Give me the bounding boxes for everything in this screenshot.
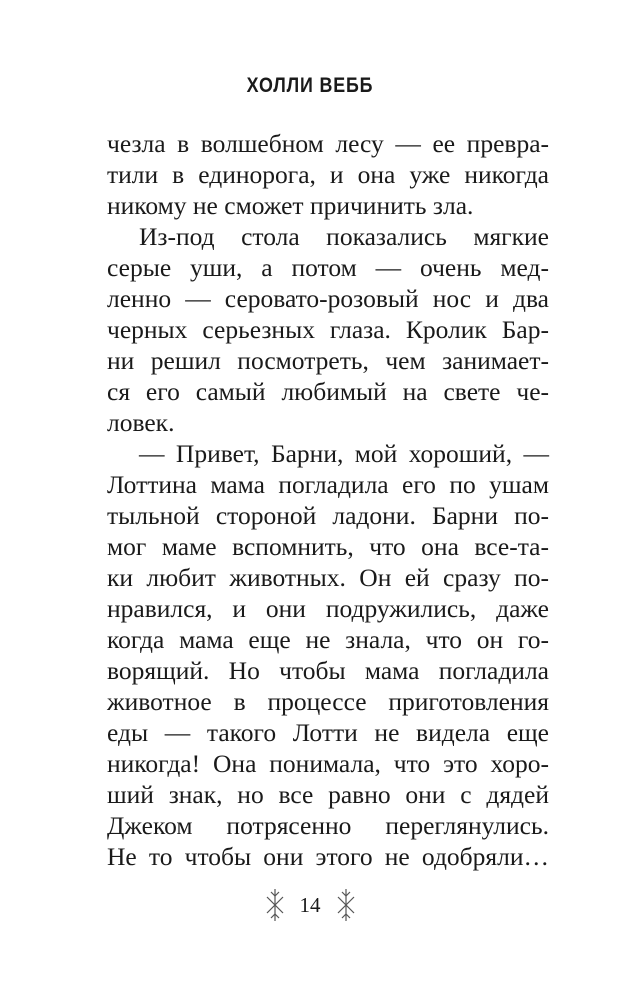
text-line: ворящий. Но чтобы мама погладила [107,656,549,685]
text-line: Из-под стола показались мягкие [139,222,549,251]
text-line: черных серьезных глаза. Кролик Бар- [107,315,549,344]
page-number: 14 [299,892,321,917]
snowflake-ornament-icon [335,888,357,922]
text-line: Джеком потрясенно переглянулись. [107,811,549,840]
text-line: животное в процессе приготовления [107,687,549,716]
text-line: ловек. [107,408,175,437]
text-line: ки любит животных. Он ей сразу по- [107,563,549,592]
page-footer [0,888,620,922]
text-line: ленно — серовато-розовый нос и два [107,284,549,313]
text-line: ся его самый любимый на свете че- [107,377,549,406]
text-line: — Привет, Барни, мой хороший, — [139,439,549,468]
text-line: ни решил посмотреть, чем занимает- [107,346,549,375]
text-line: никогда! Она понимала, что это хоро- [107,749,549,778]
running-title: ХОЛЛИ ВЕББ [246,74,374,97]
text-line: серые уши, а потом — очень мед- [107,253,549,282]
text-line: мог маме вспомнить, что она все-та- [107,532,549,561]
text-line: Лоттина мама погладила его по ушам [107,470,549,499]
text-line: нравился, и они подружились, даже [107,594,549,623]
page-body-text [107,128,549,872]
text-line: чезла в волшебном лесу — ее превра- [107,129,549,158]
text-line: когда мама еще не знала, что он го- [107,625,549,654]
text-line: ший знак, но все равно они с дядей [107,780,549,809]
text-line: никому не сможет причинить зла. [107,191,474,220]
snowflake-ornament-icon [264,888,286,922]
text-line: Не то чтобы они этого не одобряли… [107,842,549,871]
text-line: тыльной стороной ладони. Барни по- [107,501,549,530]
text-line: еды — такого Лотти не видела еще [107,718,549,747]
text-line: тили в единорога, и она уже никогда [107,160,549,189]
